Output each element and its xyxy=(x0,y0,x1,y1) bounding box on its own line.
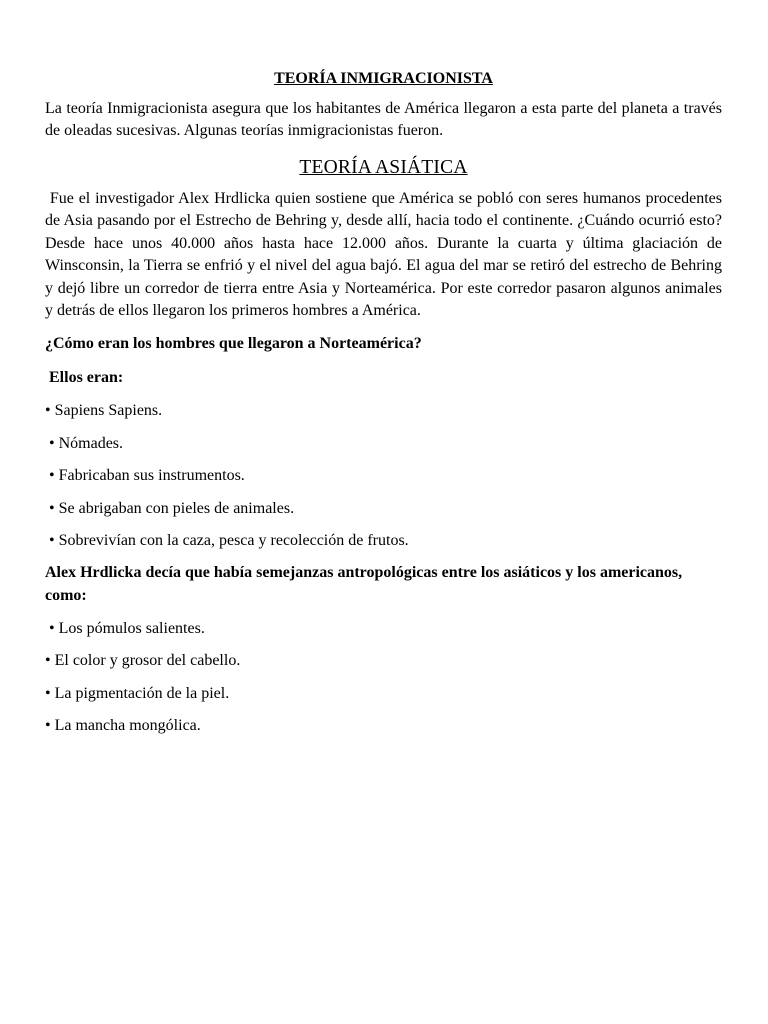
list-item: • La pigmentación de la piel. xyxy=(45,684,230,702)
heading-teoria-asiatica: TEORÍA ASIÁTICA xyxy=(299,156,468,178)
asian-theory-paragraph: Fue el investigador Alex Hrdlicka quien sostiene que América se pobló con seres humanos procedentes de Asia pasando por el Estrecho de Behring y, desde allí, hacia todo el continente. ¿Cuándo ocurrió esto? Desde hace unos 40.000 años hasta hace 12.000 años. Durante la cuarta y última glaciación de Winsconsin, la Tierra se enfrió y el nivel del agua bajó. El agua del mar se retiró del estrecho de Behring y dejó libre un corredor de tierra entre Asia y Norteamérica. Por este corredor pasaron algunos animales y detrás de ellos llegaron los primeros hombres a América. xyxy=(45,189,723,319)
heading-teoria-inmigracionista: TEORÍA INMIGRACIONISTA xyxy=(274,70,493,87)
list-item: • El color y grosor del cabello. xyxy=(45,652,241,669)
list-item: • Sapiens Sapiens. xyxy=(45,402,163,419)
list-item: • Se abrigaban con pieles de animales. xyxy=(49,499,295,517)
question-heading: ¿Cómo eran los hombres que llegaron a Norteamérica? xyxy=(45,334,422,352)
ellos-eran-heading: Ellos eran: xyxy=(49,369,124,386)
document-page xyxy=(45,68,722,737)
list-item: • La mancha mongólica. xyxy=(45,717,201,734)
list-item: • Nómades. xyxy=(49,434,124,452)
intro-paragraph: La teoría Inmigracionista asegura que los habitantes de América llegaron a esta parte del planeta a través de oleadas sucesivas. Algunas teorías inmigracionistas fueron. xyxy=(45,99,722,139)
list-item: • Sobrevivían con la caza, pesca y recolección de frutos. xyxy=(49,532,409,549)
similarities-heading: Alex Hrdlicka decía que había semejanzas antropológicas entre los asiáticos y los americanos, como: xyxy=(45,564,683,604)
similarities-list xyxy=(45,618,722,738)
list-item: • Los pómulos salientes. xyxy=(49,619,205,637)
traits-list xyxy=(45,400,722,552)
list-item: • Fabricaban sus instrumentos. xyxy=(49,467,245,484)
